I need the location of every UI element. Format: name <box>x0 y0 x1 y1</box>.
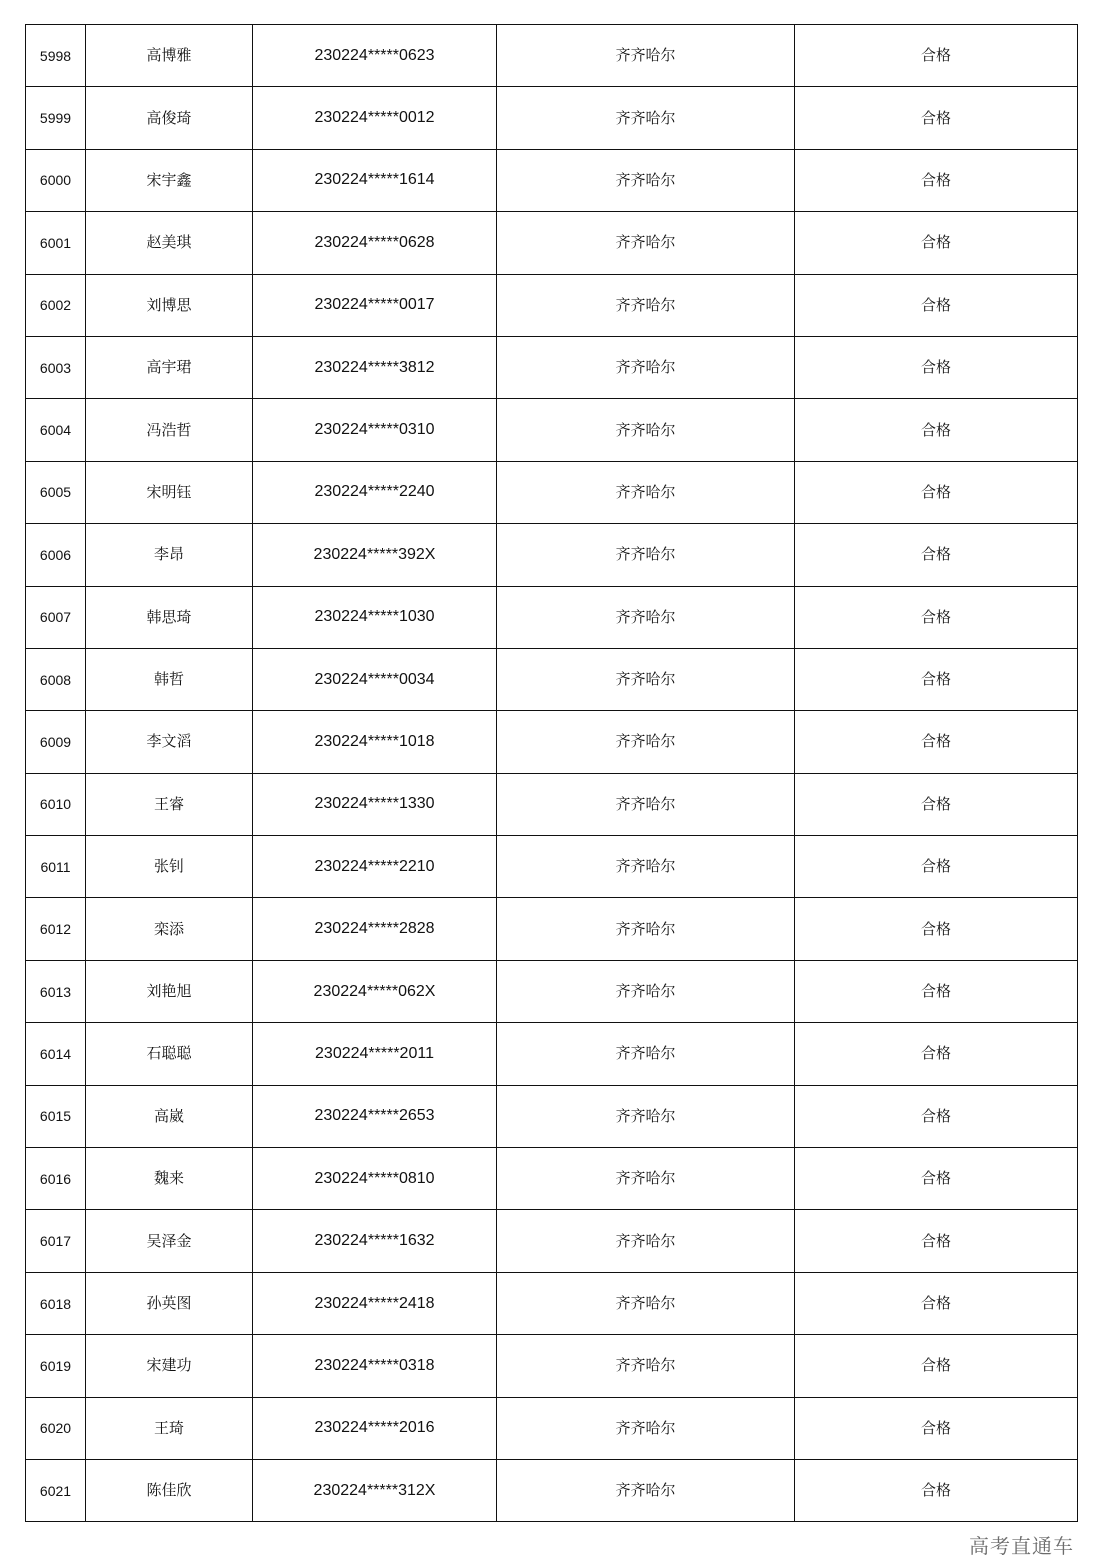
name-cell: 高博雅 <box>86 25 253 87</box>
table-row <box>26 524 1078 586</box>
row-number-cell: 6003 <box>26 336 86 398</box>
id-number-cell: 230224*****0310 <box>253 399 497 461</box>
table-row <box>26 711 1078 773</box>
id-number-cell: 230224*****2240 <box>253 461 497 523</box>
name-cell: 高崴 <box>86 1085 253 1147</box>
result-cell: 合格 <box>795 711 1078 773</box>
row-number-cell: 6004 <box>26 399 86 461</box>
id-number-cell: 230224*****3812 <box>253 336 497 398</box>
row-number-cell: 6013 <box>26 960 86 1022</box>
name-cell: 魏来 <box>86 1148 253 1210</box>
name-cell: 孙英图 <box>86 1272 253 1334</box>
row-number-cell: 6015 <box>26 1085 86 1147</box>
name-cell: 栾添 <box>86 898 253 960</box>
row-number-cell: 6005 <box>26 461 86 523</box>
name-cell: 陈佳欣 <box>86 1459 253 1521</box>
city-cell: 齐齐哈尔 <box>497 1148 795 1210</box>
name-cell: 刘博思 <box>86 274 253 336</box>
result-cell: 合格 <box>795 87 1078 149</box>
city-cell: 齐齐哈尔 <box>497 274 795 336</box>
table-row <box>26 1148 1078 1210</box>
city-cell: 齐齐哈尔 <box>497 1272 795 1334</box>
id-number-cell: 230224*****0810 <box>253 1148 497 1210</box>
watermark: 高考直通车 <box>969 1534 1074 1558</box>
row-number-cell: 6017 <box>26 1210 86 1272</box>
result-cell: 合格 <box>795 1023 1078 1085</box>
table-row <box>26 1210 1078 1272</box>
table-row <box>26 87 1078 149</box>
result-cell: 合格 <box>795 648 1078 710</box>
id-number-cell: 230224*****2210 <box>253 836 497 898</box>
id-number-cell: 230224*****2828 <box>253 898 497 960</box>
row-number-cell: 6018 <box>26 1272 86 1334</box>
city-cell: 齐齐哈尔 <box>497 1335 795 1397</box>
city-cell: 齐齐哈尔 <box>497 586 795 648</box>
name-cell: 石聪聪 <box>86 1023 253 1085</box>
result-cell: 合格 <box>795 773 1078 835</box>
city-cell: 齐齐哈尔 <box>497 1210 795 1272</box>
id-number-cell: 230224*****0012 <box>253 87 497 149</box>
id-number-cell: 230224*****1030 <box>253 586 497 648</box>
table-row <box>26 149 1078 211</box>
row-number-cell: 6008 <box>26 648 86 710</box>
city-cell: 齐齐哈尔 <box>497 1397 795 1459</box>
result-cell: 合格 <box>795 274 1078 336</box>
city-cell: 齐齐哈尔 <box>497 399 795 461</box>
city-cell: 齐齐哈尔 <box>497 773 795 835</box>
id-number-cell: 230224*****392X <box>253 524 497 586</box>
id-number-cell: 230224*****2011 <box>253 1023 497 1085</box>
row-number-cell: 6009 <box>26 711 86 773</box>
result-cell: 合格 <box>795 25 1078 87</box>
result-cell: 合格 <box>795 336 1078 398</box>
city-cell: 齐齐哈尔 <box>497 836 795 898</box>
result-cell: 合格 <box>795 1085 1078 1147</box>
name-cell: 王琦 <box>86 1397 253 1459</box>
city-cell: 齐齐哈尔 <box>497 898 795 960</box>
row-number-cell: 6011 <box>26 836 86 898</box>
result-cell: 合格 <box>795 1397 1078 1459</box>
table-row <box>26 1023 1078 1085</box>
result-cell: 合格 <box>795 836 1078 898</box>
id-number-cell: 230224*****062X <box>253 960 497 1022</box>
id-number-cell: 230224*****0017 <box>253 274 497 336</box>
id-number-cell: 230224*****1632 <box>253 1210 497 1272</box>
table-row <box>26 25 1078 87</box>
results-table <box>25 24 1078 1522</box>
result-cell: 合格 <box>795 149 1078 211</box>
id-number-cell: 230224*****0318 <box>253 1335 497 1397</box>
city-cell: 齐齐哈尔 <box>497 960 795 1022</box>
id-number-cell: 230224*****1018 <box>253 711 497 773</box>
table-row <box>26 461 1078 523</box>
row-number-cell: 5998 <box>26 25 86 87</box>
row-number-cell: 6012 <box>26 898 86 960</box>
id-number-cell: 230224*****312X <box>253 1459 497 1521</box>
city-cell: 齐齐哈尔 <box>497 25 795 87</box>
city-cell: 齐齐哈尔 <box>497 524 795 586</box>
result-cell: 合格 <box>795 461 1078 523</box>
name-cell: 李文滔 <box>86 711 253 773</box>
row-number-cell: 6014 <box>26 1023 86 1085</box>
row-number-cell: 6001 <box>26 212 86 274</box>
table-row <box>26 336 1078 398</box>
row-number-cell: 6002 <box>26 274 86 336</box>
result-cell: 合格 <box>795 1335 1078 1397</box>
city-cell: 齐齐哈尔 <box>497 648 795 710</box>
table-row <box>26 212 1078 274</box>
name-cell: 韩哲 <box>86 648 253 710</box>
table-row <box>26 898 1078 960</box>
row-number-cell: 6019 <box>26 1335 86 1397</box>
result-cell: 合格 <box>795 1210 1078 1272</box>
result-cell: 合格 <box>795 1272 1078 1334</box>
id-number-cell: 230224*****1330 <box>253 773 497 835</box>
row-number-cell: 6006 <box>26 524 86 586</box>
row-number-cell: 6000 <box>26 149 86 211</box>
name-cell: 张钊 <box>86 836 253 898</box>
city-cell: 齐齐哈尔 <box>497 336 795 398</box>
result-cell: 合格 <box>795 399 1078 461</box>
result-cell: 合格 <box>795 212 1078 274</box>
name-cell: 宋建功 <box>86 1335 253 1397</box>
id-number-cell: 230224*****2016 <box>253 1397 497 1459</box>
city-cell: 齐齐哈尔 <box>497 149 795 211</box>
result-cell: 合格 <box>795 1459 1078 1521</box>
table-row <box>26 586 1078 648</box>
id-number-cell: 230224*****2653 <box>253 1085 497 1147</box>
id-number-cell: 230224*****1614 <box>253 149 497 211</box>
row-number-cell: 5999 <box>26 87 86 149</box>
result-cell: 合格 <box>795 898 1078 960</box>
table-row <box>26 1272 1078 1334</box>
row-number-cell: 6020 <box>26 1397 86 1459</box>
id-number-cell: 230224*****2418 <box>253 1272 497 1334</box>
table-row <box>26 836 1078 898</box>
table-row <box>26 1397 1078 1459</box>
city-cell: 齐齐哈尔 <box>497 461 795 523</box>
results-table-body <box>26 25 1078 1522</box>
city-cell: 齐齐哈尔 <box>497 87 795 149</box>
city-cell: 齐齐哈尔 <box>497 711 795 773</box>
row-number-cell: 6010 <box>26 773 86 835</box>
table-row <box>26 1085 1078 1147</box>
name-cell: 吴泽金 <box>86 1210 253 1272</box>
result-cell: 合格 <box>795 524 1078 586</box>
name-cell: 刘艳旭 <box>86 960 253 1022</box>
city-cell: 齐齐哈尔 <box>497 1459 795 1521</box>
result-cell: 合格 <box>795 960 1078 1022</box>
name-cell: 高俊琦 <box>86 87 253 149</box>
row-number-cell: 6016 <box>26 1148 86 1210</box>
city-cell: 齐齐哈尔 <box>497 1085 795 1147</box>
name-cell: 宋明钰 <box>86 461 253 523</box>
table-row <box>26 274 1078 336</box>
table-row <box>26 960 1078 1022</box>
result-cell: 合格 <box>795 586 1078 648</box>
name-cell: 赵美琪 <box>86 212 253 274</box>
name-cell: 王睿 <box>86 773 253 835</box>
table-row <box>26 648 1078 710</box>
id-number-cell: 230224*****0623 <box>253 25 497 87</box>
table-row <box>26 1459 1078 1521</box>
id-number-cell: 230224*****0628 <box>253 212 497 274</box>
id-number-cell: 230224*****0034 <box>253 648 497 710</box>
result-cell: 合格 <box>795 1148 1078 1210</box>
city-cell: 齐齐哈尔 <box>497 1023 795 1085</box>
name-cell: 李昂 <box>86 524 253 586</box>
name-cell: 韩思琦 <box>86 586 253 648</box>
name-cell: 高宇珺 <box>86 336 253 398</box>
table-row <box>26 1335 1078 1397</box>
city-cell: 齐齐哈尔 <box>497 212 795 274</box>
row-number-cell: 6021 <box>26 1459 86 1521</box>
row-number-cell: 6007 <box>26 586 86 648</box>
table-row <box>26 773 1078 835</box>
table-row <box>26 399 1078 461</box>
name-cell: 冯浩哲 <box>86 399 253 461</box>
name-cell: 宋宇鑫 <box>86 149 253 211</box>
